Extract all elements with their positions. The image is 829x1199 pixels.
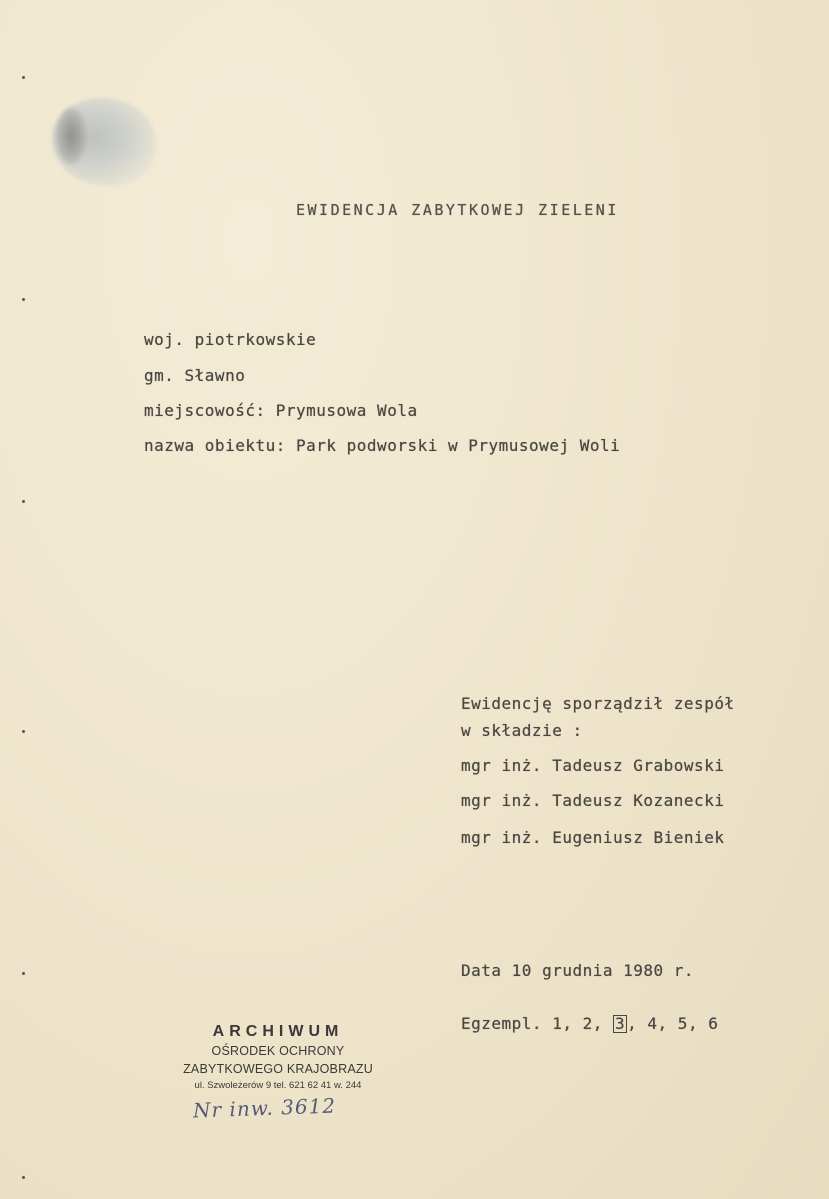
field-voivodeship: woj. piotrkowskie bbox=[144, 330, 317, 349]
field-object-name: nazwa obiektu: Park podworski w Prymusowej Woli bbox=[144, 436, 621, 455]
date-line: Data 10 grudnia 1980 r. bbox=[461, 961, 695, 980]
field-commune: gm. Sławno bbox=[144, 366, 246, 385]
field-locality: miejscowość: Prymusowa Wola bbox=[144, 401, 418, 420]
punch-mark bbox=[22, 1176, 25, 1179]
team-intro-line2: w składzie : bbox=[461, 721, 583, 740]
paper-stain-dark bbox=[56, 108, 86, 164]
punch-mark bbox=[22, 298, 25, 301]
stamp-archiwum: ARCHIWUM bbox=[212, 1023, 344, 1040]
archive-stamp bbox=[178, 1022, 378, 1094]
document-title: EWIDENCJA ZABYTKOWEJ ZIELENI bbox=[296, 201, 619, 219]
stamp-address: ul. Szwoleżerów 9 tel. 621 62 41 w. 244 bbox=[194, 1080, 362, 1091]
stamp-line2: ZABYTKOWEGO KRAJOBRAZU bbox=[183, 1062, 373, 1076]
team-member: mgr inż. Tadeusz Grabowski bbox=[461, 756, 725, 775]
handwritten-inventory-note: Nr inw. 3612 bbox=[192, 1093, 337, 1123]
punch-mark bbox=[22, 730, 25, 733]
team-member: mgr inż. Eugeniusz Bieniek bbox=[461, 828, 725, 847]
stamp-line1: OŚRODEK OCHRONY bbox=[211, 1044, 345, 1058]
copies-suffix: , 4, 5, 6 bbox=[627, 1014, 719, 1033]
punch-mark bbox=[22, 76, 25, 79]
punch-mark bbox=[22, 972, 25, 975]
team-member: mgr inż. Tadeusz Kozanecki bbox=[461, 791, 725, 810]
copies-circled-number: 3 bbox=[615, 1014, 626, 1033]
copies-prefix: Egzempl. 1, 2, bbox=[461, 1014, 613, 1033]
team-intro-line1: Ewidencję sporządził zespół bbox=[461, 694, 735, 713]
copies-line bbox=[461, 1014, 718, 1033]
punch-mark bbox=[22, 500, 25, 503]
